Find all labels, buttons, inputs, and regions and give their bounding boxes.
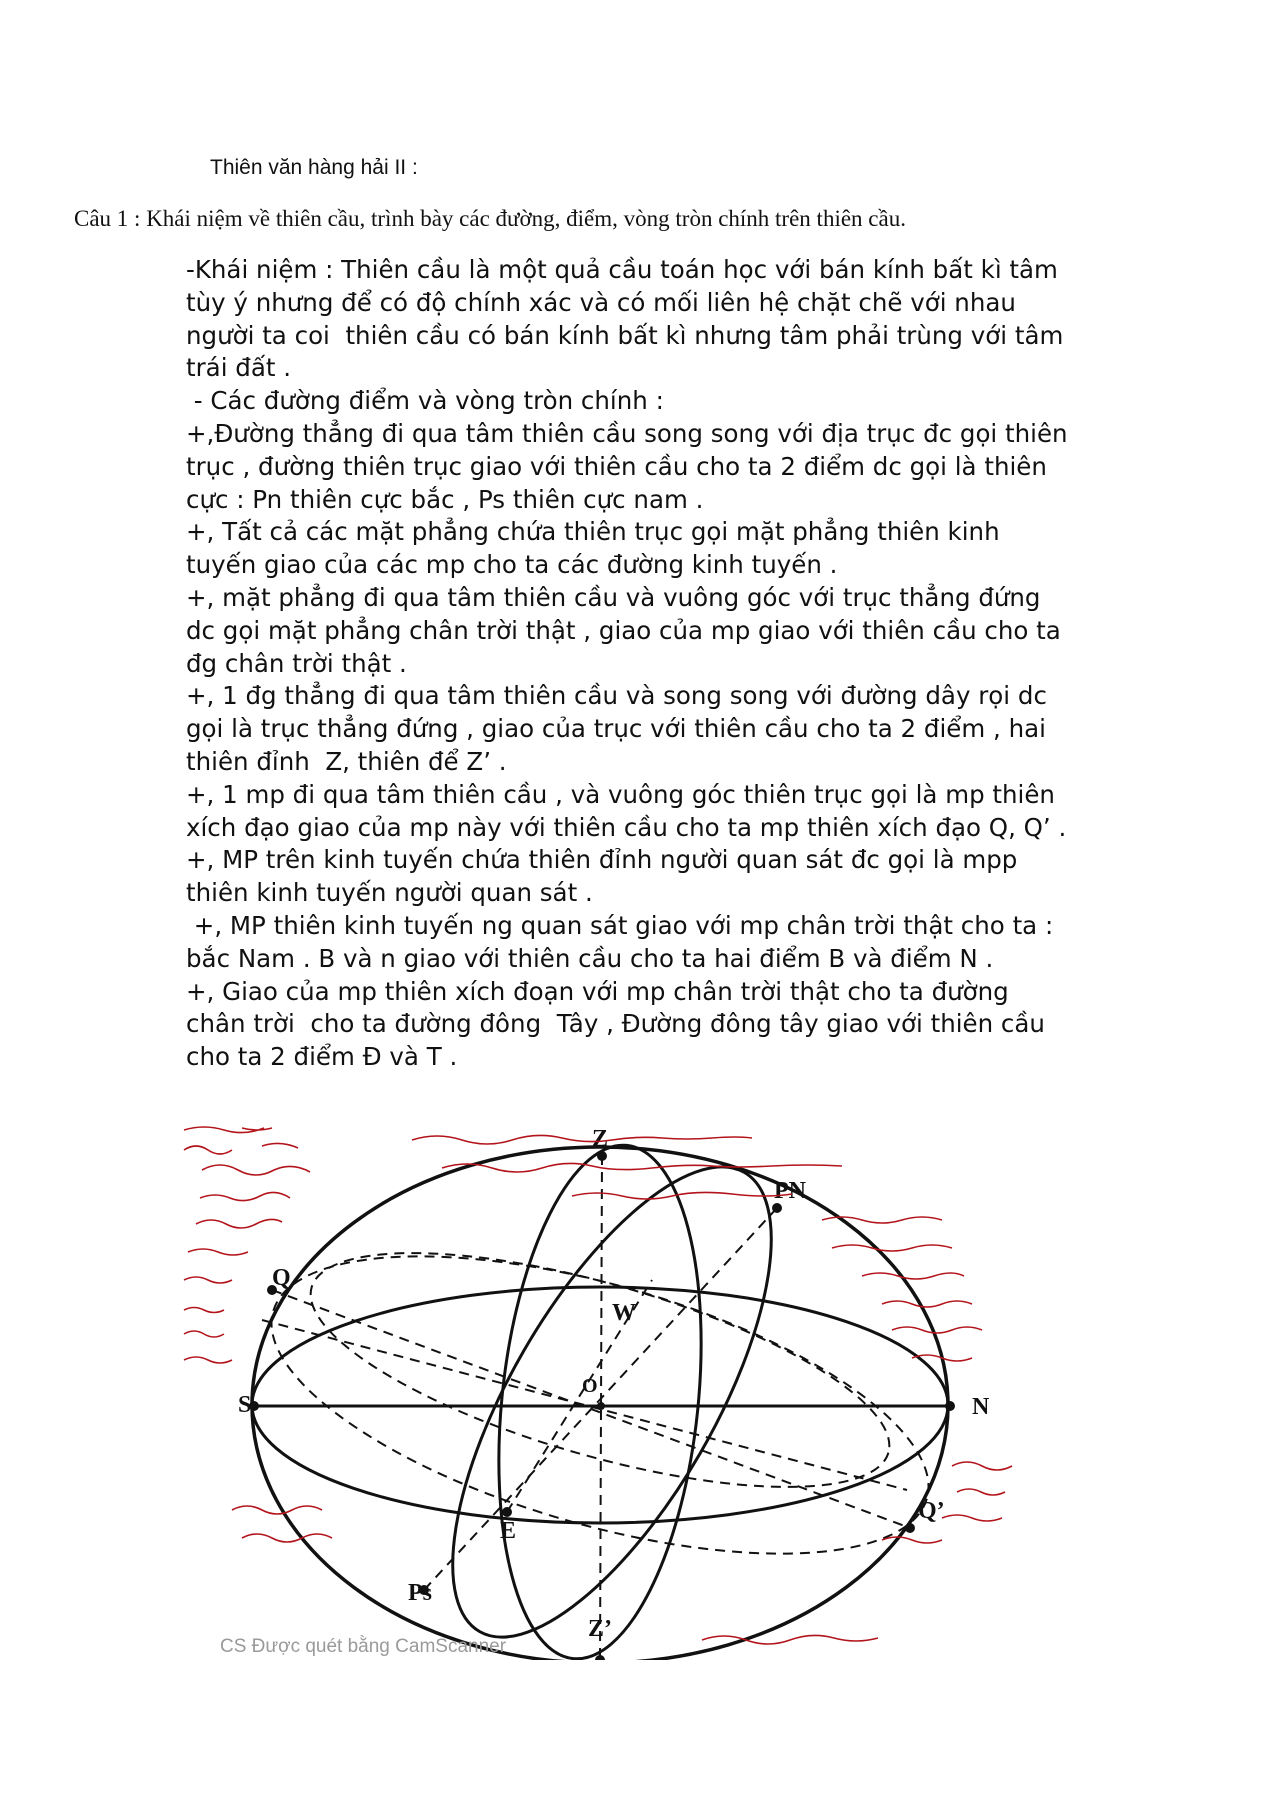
text-line: xích đạo giao của mp này với thiên cầu cho ta mp thiên xích đạo Q, Q’ . [186,812,1067,842]
text-line: cực : Pn thiên cực bắc , Ps thiên cực nam . [186,484,704,514]
text-line: +, 1 mp đi qua tâm thiên cầu , và vuông góc thiên trục gọi là mp thiên [186,779,1055,809]
text-line: đg chân trời thật . [186,648,407,678]
label-q-prime: Q’ [918,1498,945,1524]
text-line: -Khái niệm : Thiên cầu là một quả cầu toán học với bán kính bất kì tâm [186,255,1058,284]
text-line: +, 1 đg thẳng đi qua tâm thiên cầu và song song với đường dây rọi dc [186,681,1047,711]
text-line: trái đất . [186,353,292,383]
celestial-sphere-diagram [182,1120,1048,1660]
text-line: +, mặt phẳng đi qua tâm thiên cầu và vuông góc với trục thẳng đứng [186,582,1041,612]
text-line: tuyến giao của các mp cho ta các đường kinh tuyến . [186,550,838,580]
page-header: Thiên văn hàng hải II : [210,156,418,179]
answer-text [186,254,1146,1074]
scanner-watermark: CS Được quét bằng CamScanner [220,1636,507,1657]
label-e: E [500,1518,517,1544]
text-line: chân trời cho ta đường đông Tây , Đường đông tây giao với thiên cầu [186,1009,1045,1039]
label-pn: PN [774,1178,806,1204]
handwritten-annotations [184,1127,1012,1660]
celestial-sphere-figure [182,1120,1048,1660]
label-n: N [972,1394,990,1420]
label-o: O [582,1375,598,1397]
label-z: Z [592,1126,609,1152]
text-line: cho ta 2 điểm Đ và T . [186,1042,458,1072]
text-line: +, Giao của mp thiên xích đoạn với mp chân trời thật cho ta đường [186,976,1009,1006]
text-line: gọi là trục thẳng đứng , giao của trục với thiên cầu cho ta 2 điểm , hai [186,714,1046,744]
label-s: S [238,1392,252,1418]
text-line: người ta coi thiên cầu có bán kính bất kì nhưng tâm phải trùng với tâm [186,320,1064,350]
text-line: +, MP trên kinh tuyến chứa thiên đỉnh người quan sát đc gọi là mpp [186,845,1018,875]
label-q: Q [272,1265,291,1291]
text-line: - Các đường điểm và vòng tròn chính : [186,386,664,416]
label-z-prime: Z’ [588,1616,612,1642]
text-line: thiên kinh tuyến người quan sát . [186,878,593,908]
text-line: +, Tất cả các mặt phẳng chứa thiên trục gọi mặt phẳng thiên kinh [186,517,1000,547]
label-ps: Ps [408,1580,432,1606]
text-line: bắc Nam . B và n giao với thiên cầu cho ta hai điểm B và điểm N . [186,943,994,973]
text-line: trục , đường thiên trục giao với thiên cầu cho ta 2 điểm dc gọi là thiên [186,451,1047,481]
label-w: W [612,1300,636,1326]
text-line: +,Đường thẳng đi qua tâm thiên cầu song song với địa trục đc gọi thiên [186,418,1068,448]
hour-circle [391,1122,833,1660]
text-line: +, MP thiên kinh tuyến ng quan sát giao với mp chân trời thật cho ta : [186,910,1054,940]
text-line: dc gọi mặt phẳng chân trời thật , giao của mp giao với thiên cầu cho ta [186,615,1061,645]
text-line: thiên đỉnh Z, thiên để Z’ . [186,746,507,776]
question-title: Câu 1 : Khái niệm về thiên cầu, trình bày các đường, điểm, vòng tròn chính trên thiên cầu. [74,206,906,231]
text-line: tùy ý nhưng để có độ chính xác và có mối liên hệ chặt chẽ với nhau [186,287,1016,317]
